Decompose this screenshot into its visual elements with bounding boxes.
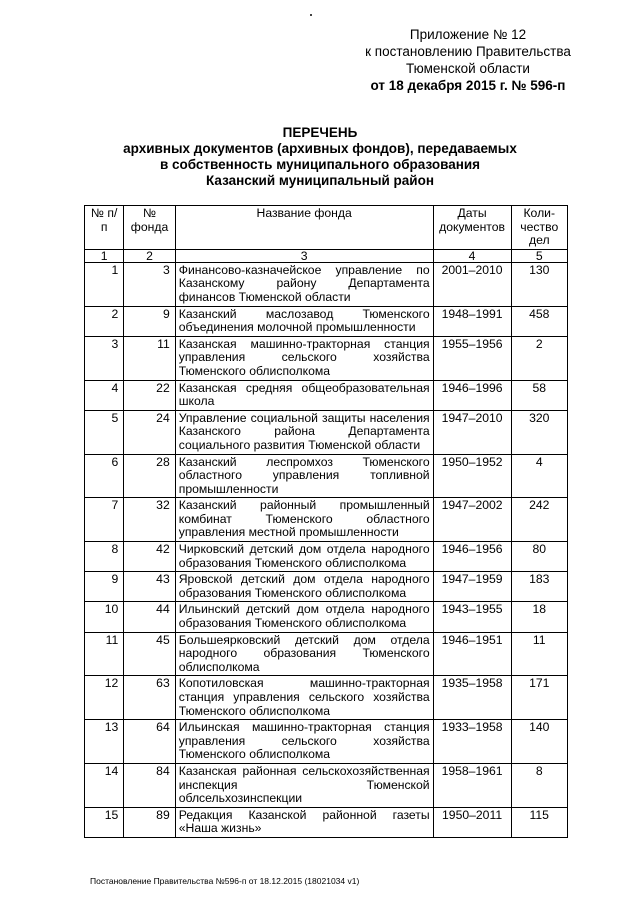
document-title [90, 125, 550, 189]
dates-cell: 1933–1958 [433, 720, 511, 764]
table-row [85, 542, 568, 572]
fond-number-cell: 45 [124, 632, 175, 676]
fond-number-cell: 9 [124, 306, 175, 336]
table-row [85, 602, 568, 632]
table-header-row [85, 206, 568, 250]
scan-speck [310, 14, 312, 16]
fond-number-cell: 44 [124, 602, 175, 632]
count-cell: 242 [511, 498, 567, 542]
row-number-cell: 12 [85, 676, 124, 720]
row-number-cell: 6 [85, 454, 124, 498]
dates-cell: 1948–1991 [433, 306, 511, 336]
appendix-number: Приложение № 12 [409, 27, 527, 42]
fond-number-cell: 43 [124, 572, 175, 602]
table-row [85, 676, 568, 720]
row-number-cell: 2 [85, 306, 124, 336]
appendix-line-3: Тюменской области [406, 61, 530, 76]
row-number-cell: 15 [85, 807, 124, 837]
fond-number-cell: 22 [124, 380, 175, 410]
count-cell: 183 [511, 572, 567, 602]
appendix-line-2: к постановлению Правительства [365, 44, 571, 59]
fond-name-cell: Чирковский детский дом отдела народного образования Тюменского облисполкома [175, 542, 433, 572]
fond-number-cell: 64 [124, 720, 175, 764]
fond-number-cell: 24 [124, 410, 175, 454]
fond-name-cell: Редакция Казанской районной газеты «Наша жизнь» [175, 807, 433, 837]
title-line-4: Казанский муниципальный район [206, 173, 434, 188]
fond-name-cell: Ильинская машинно-тракторная станция управления сельского хозяйства Тюменского облисполкома [175, 720, 433, 764]
count-cell: 140 [511, 720, 567, 764]
row-number-cell: 13 [85, 720, 124, 764]
row-number-cell: 9 [85, 572, 124, 602]
fond-name-cell: Яровской детский дом отдела народного образования Тюменского облисполкома [175, 572, 433, 602]
row-number-cell: 14 [85, 763, 124, 807]
row-number-cell: 8 [85, 542, 124, 572]
count-cell: 80 [511, 542, 567, 572]
dates-cell: 1955–1956 [433, 336, 511, 380]
dates-cell: 1947–1959 [433, 572, 511, 602]
count-cell: 320 [511, 410, 567, 454]
table-row [85, 336, 568, 380]
count-cell: 171 [511, 676, 567, 720]
fond-name-cell: Копотиловская машинно-тракторная станция управления сельского хозяйства Тюменского облисполкома [175, 676, 433, 720]
fond-name-cell: Ильинский детский дом отдела народного образования Тюменского облисполкома [175, 602, 433, 632]
fond-name-cell: Казанская средняя общеобразовательная школа [175, 380, 433, 410]
table-row [85, 720, 568, 764]
fond-number-cell: 42 [124, 542, 175, 572]
fond-number-cell: 63 [124, 676, 175, 720]
row-number-cell: 11 [85, 632, 124, 676]
appendix-header [348, 26, 588, 94]
fond-number-cell: 32 [124, 498, 175, 542]
header-dates: Даты документов [433, 206, 511, 250]
dates-cell: 1943–1955 [433, 602, 511, 632]
row-number-cell: 7 [85, 498, 124, 542]
title-line-1: ПЕРЕЧЕНЬ [282, 125, 358, 140]
dates-cell: 1947–2002 [433, 498, 511, 542]
dates-cell: 1950–2011 [433, 807, 511, 837]
count-cell: 4 [511, 454, 567, 498]
row-number-cell: 4 [85, 380, 124, 410]
count-cell: 130 [511, 262, 567, 306]
header-row-number: № п/п [85, 206, 124, 250]
count-cell: 18 [511, 602, 567, 632]
dates-cell: 1946–1956 [433, 542, 511, 572]
table-row [85, 380, 568, 410]
dates-cell: 1946–1951 [433, 632, 511, 676]
title-line-3: в собственность муниципального образования [159, 157, 481, 172]
count-cell: 58 [511, 380, 567, 410]
table-row [85, 632, 568, 676]
row-number-cell: 5 [85, 410, 124, 454]
index-cell: 3 [175, 249, 433, 262]
fond-number-cell: 3 [124, 262, 175, 306]
table-row [85, 306, 568, 336]
row-number-cell: 10 [85, 602, 124, 632]
fond-name-cell: Казанский районный промышленный комбинат Тюменского областного управления местной промышленности [175, 498, 433, 542]
table-row [85, 498, 568, 542]
count-cell: 2 [511, 336, 567, 380]
table-row [85, 763, 568, 807]
fond-number-cell: 89 [124, 807, 175, 837]
count-cell: 11 [511, 632, 567, 676]
count-cell: 458 [511, 306, 567, 336]
footer-note: Постановление Правительства №596-п от 18.12.2015 (18021034 v1) [90, 876, 360, 886]
table-row [85, 410, 568, 454]
fond-name-cell: Казанский маслозавод Тюменского объединения молочной промышленности [175, 306, 433, 336]
dates-cell: 1947–2010 [433, 410, 511, 454]
header-fond-name: Название фонда [175, 206, 433, 250]
fond-number-cell: 28 [124, 454, 175, 498]
dates-cell: 1935–1958 [433, 676, 511, 720]
column-index-row [85, 249, 568, 262]
table-row [85, 262, 568, 306]
title-line-2: архивных документов (архивных фондов), передаваемых [123, 141, 517, 156]
fond-name-cell: Управление социальной защиты населения Казанского района Департамента социального развития Тюменской области [175, 410, 433, 454]
dates-cell: 2001–2010 [433, 262, 511, 306]
table-row [85, 572, 568, 602]
count-cell: 115 [511, 807, 567, 837]
fonds-table [84, 205, 568, 838]
count-cell: 8 [511, 763, 567, 807]
index-cell: 1 [85, 249, 124, 262]
index-cell: 4 [433, 249, 511, 262]
dates-cell: 1946–1996 [433, 380, 511, 410]
appendix-date: от 18 декабря 2015 г. № 596-п [370, 78, 566, 93]
table-row [85, 807, 568, 837]
row-number-cell: 1 [85, 262, 124, 306]
dates-cell: 1958–1961 [433, 763, 511, 807]
fond-name-cell: Казанская машинно-тракторная станция управления сельского хозяйства Тюменского облисполкома [175, 336, 433, 380]
header-count: Коли-чество дел [511, 206, 567, 250]
fond-name-cell: Финансово-казначейское управление по Казанскому району Департамента финансов Тюменской области [175, 262, 433, 306]
index-cell: 2 [124, 249, 175, 262]
table-row [85, 454, 568, 498]
row-number-cell: 3 [85, 336, 124, 380]
fond-name-cell: Казанский леспромхоз Тюменского областного управления топливной промышленности [175, 454, 433, 498]
fond-name-cell: Казанская районная сельскохозяйственная инспекция Тюменской облсельхозинспекции [175, 763, 433, 807]
dates-cell: 1950–1952 [433, 454, 511, 498]
header-fond-number: № фонда [124, 206, 175, 250]
fond-number-cell: 11 [124, 336, 175, 380]
fond-name-cell: Большеярковский детский дом отдела народного образования Тюменского облисполкома [175, 632, 433, 676]
fond-number-cell: 84 [124, 763, 175, 807]
index-cell: 5 [511, 249, 567, 262]
